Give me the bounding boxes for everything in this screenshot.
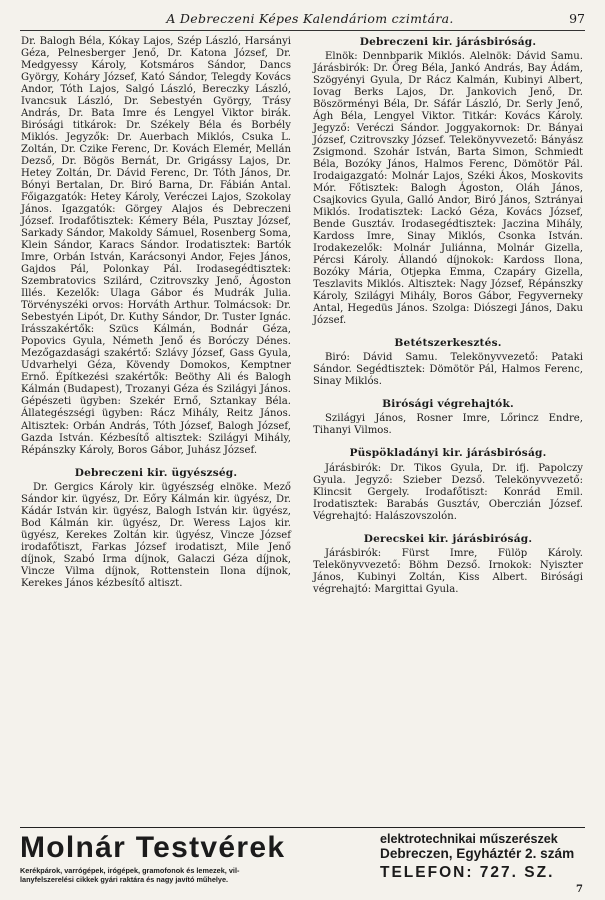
advertisement-block xyxy=(20,827,585,890)
prosecution-paragraph: Dr. Gergics Károly kir. ügyészség elnöke. Mező Sándor kir. ügyész, Dr. Eőry Kálmán kir. ügyész, Dr. Kádár István kir. ügyész, Balogh István kir. ügyész, Bod Kálmán kir. ügyész, Dr. Weress Lajos kir. ügyész, Kerekes Zoltán kir. ügyész, Vincze József irodafőtiszt, Farkas József irodatiszt, Mile Jenő díjnok, Szabó Irma díjnok, Galaczi Géza díjnok, Vincze Vilma díjnok, Rottenstein Ilona díjnok, Kerekes János kézbesítő altiszt. xyxy=(21,481,291,589)
ad-phone: TELEFON: 727. SZ. xyxy=(380,864,555,881)
ad-goods-text xyxy=(20,866,370,884)
section-title-bailiffs: Birósági végrehajtók. xyxy=(382,398,514,411)
tribunal-staff-paragraph: Dr. Balogh Béla, Kókay Lajos, Szép László, Harsányi Géza, Pelnesberger Jenő, Dr. Katona József, Dr. Medgyessy Károly, Kotsmáros Sándor, Dancs György, Koháry József, Kató Sándor, Telegdy Kovács Andor, Tóth Lajos, Salgó László, Bereczky László, Ivancsuk László, Dr. Sebestyén György, Trásy András, Dr. Bata Imre és Lengyel Viktor birák. Birósági titkárok: Dr. Székely Béla és Borbély Miklós. Jegyzők: Dr. Auerbach Miklós, Csuka L. Zoltán, Dr. Czike Ferenc, Dr. Kovách Elemér, Mellán Dezső, Dr. Bögös Bernát, Dr. Grigássy Lajos, Dr. Hetey Zoltán, Dr. Dávid Ferenc, Dr. Tóth János, Dr. Bónyi Bertalan, Dr. Biró Barna, Dr. Fábián Antal. Főigazgatók: Hetey Károly, Veréczei Lajos, Szokolay János. Igazgatók: Görgey Alajos és Debreczeni József. Irodafőtisztek: Kémery Béla, Pusztay József, Sarkady Sándor, Makoldy Sámuel, Rosenberg Soma, Klein Sándor, Karacs Sándor. Irodatisztek: Bartók Imre, Orbán István, Karácsonyi Andor, Fejes János, Gajdos Pál, Polonkay Pál. Irodasegédtisztek: Szembratovics Szilárd, Czitrovszky Jenő, Ágoston Illés. Kezelők: Ulaga Gábor és Mudrák Julia. Törvényszéki orvos: Horváth Arthur. Tolmácsok: Dr. Sebestyén Lipót, Dr. Kuthy Sándor, Dr. Tuster Ignác. Irásszakértők: Szücs Kálmán, Bodnár Géza, Popovics Gyula, Németh Jenő és Boróczy Dénes. Mezőgazdasági szakértő: Szlávy József, Gass Gyula, Udvarhelyi Géza, Kövendy Domokos, Kemptner Ernő. Építkezési szakértők: Beöthy Ali és Balogh Kálmán (Budapest), Trozanyi Géza és Szilágyi János. Gépészeti ügyben: Szekér Ernő, Sztankay Béla. Állategészségi ügyben: Rácz Mihály, Reitz János. Altisztek: Orbán András, Tóth József, Balogh József, Gazda István. Kézbesítő altisztek: Szilágyi Mihály, Répánszky Károly, Boros Gábor, Juhász József. xyxy=(21,36,291,456)
section-title-derecske: Derecskei kir. járásbiróság. xyxy=(363,532,533,545)
right-column xyxy=(313,36,583,596)
bailiffs-paragraph: Szilágyi János, Rosner Imre, Lőrincz Endre, Tihanyi Vilmos. xyxy=(313,413,583,437)
ad-address: Debreczen, Egyháztér 2. szám xyxy=(380,846,575,861)
section-title-puspokladany: Püspökladányi kir. járásbiróság. xyxy=(349,447,547,460)
section-title-district-court: Debreczeni kir. járásbiróság. xyxy=(359,36,537,48)
signature-mark: 7 xyxy=(576,884,583,895)
district-court-paragraph: Elnök: Dennbparik Miklós. Alelnök: Dávid Samu. Járásbirók: Dr. Öreg Béla, Jankó András, Bay Ádám, Szögyényi Gyula, Dr Rácz Kalmán, Kubinyi Albert, Iovag Berks Lajos, Dr. Jankovich Jenő, Dr. Böszörményi Béla, Dr. Sáfár László, Dr. Serly Jenő, Ágh Béla, Lengyel Viktor. Titkár: Kovács Károly. Jegyző: Veréczi Sándor. Joggyakornok: Dr. Bányai József, Czitrovszky József. Telekönyvvezető: Bányász Zsigmond. Szohár István, Barta Simon, Schmiedt Béla, Bozóky János, Halmos Ferenc, Dömötör Pál. Irodaigazgató: Molnár Lajos, Széki Ákos, Moskovits Mór. Főtisztek: Balogh Ágoston, Oláh János, Csajkovics Gyula, Galló Andor, Biró János, Sztrányai Miklós. Irodatisztek: Lackó Géza, Kovács József, Bende Gusztáv. Irodasegédtisztek: Jaczina Mihály, Kardoss Imre, Sinay Miklós, Csonka István. Irodakezelők: Molnár Juliánna, Molnár Gizella, Pércsi Károly. Állandó díjnokok: Kardoss Ilona, Bozóky Mária, Otjepka Emma, Czapáry Gizella, Teszlavits Miklós. Altisztek: Nagy József, Répánszky Károly, Szilágyi Mihály, Boros Gábor, Fegyverneky Antal, Hegedüs János. Szolga: Diószegi János, Daku József. xyxy=(313,51,583,327)
page-header xyxy=(20,8,585,31)
betet-paragraph: Biró: Dávid Samu. Telekönyvvezető: Pataki Sándor. Segédtisztek: Dömötör Pál, Halmos Ferenc, Sinay Miklós. xyxy=(313,352,583,388)
ad-goods-line: lanyfelszerelési cikkek gyári raktára és nagy javító műhelye. xyxy=(20,875,229,884)
section-title-prosecution: Debreczeni kir. ügyészség. xyxy=(74,466,238,479)
ad-company-name: Molnár Testvérek xyxy=(20,831,286,864)
derecske-paragraph: Járásbirók: Fürst Imre, Fülöp Károly. Telekönyvvezető: Böhm Dezső. Irnokok: Nyiszter János, Kubinyi Zoltán, Kiss Albert. Birósági végrehajtó: Margittai Gyula. xyxy=(313,547,583,595)
running-title: A Debreczeni Képes Kalendáriom czimtára. xyxy=(166,11,454,26)
ad-contact xyxy=(380,832,585,882)
left-column xyxy=(21,36,291,590)
section-title-betet: Betétszerkesztés. xyxy=(394,337,502,350)
page-number: 97 xyxy=(569,11,585,26)
ad-goods-line: Kerékpárok, varrógépek, irógépek, gramofonok és lemezek, vil- xyxy=(20,866,240,875)
puspokladany-paragraph: Járásbirók: Dr. Tikos Gyula, Dr. ifj. Papolczy Gyula. Jegyző: Szieber Dezső. Telekönyvvezető: Klincsit Gergely. Irodafőtiszt: Konrád Emil. Irodatisztek: Barabás Gusztáv, Oberczián József. Végrehajtó: Halászovszolón. xyxy=(313,462,583,522)
ad-description: elektrotechnikai műszerészek xyxy=(380,832,558,846)
